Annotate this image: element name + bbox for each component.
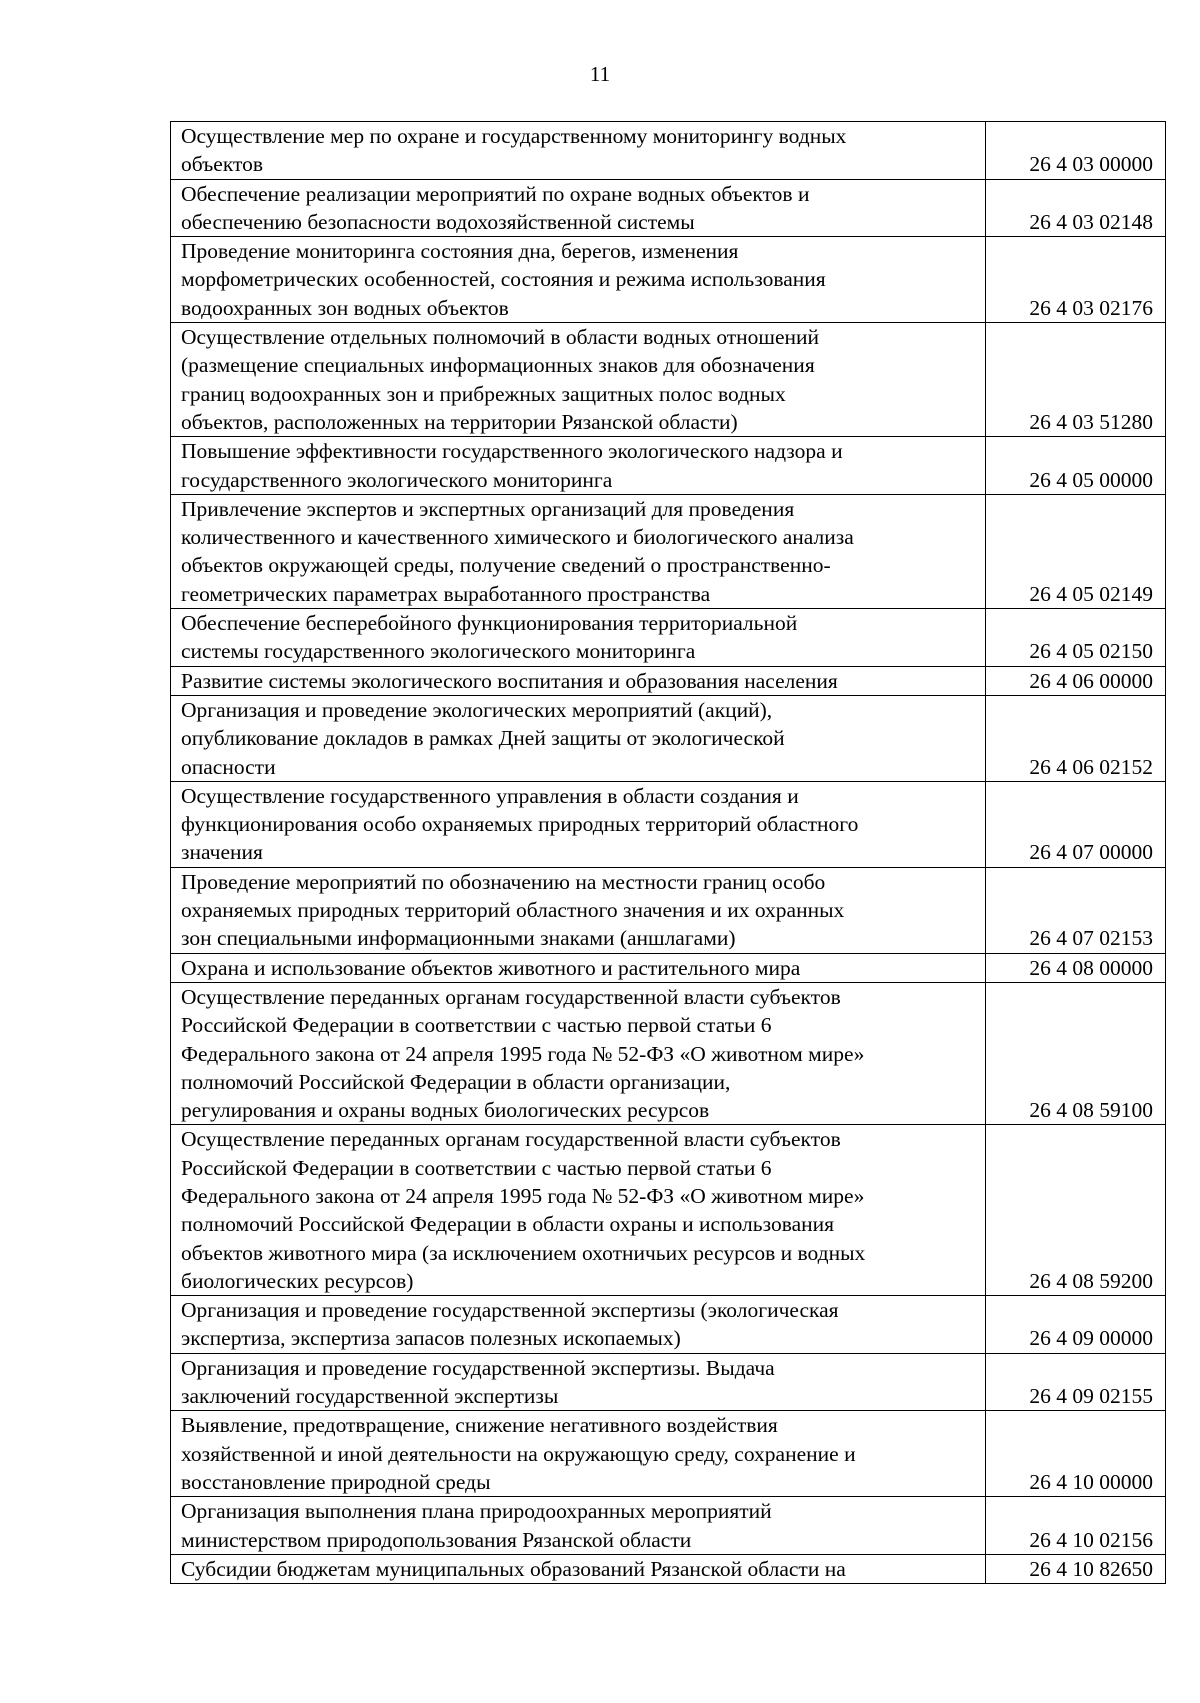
row-code: 26 4 05 00000 xyxy=(986,437,1166,495)
row-code: 26 4 06 00000 xyxy=(986,666,1166,695)
description-line: Федерального закона от 24 апреля 1995 года № 52-ФЗ «О животном мире» xyxy=(181,1183,865,1208)
description-line: Привлечение экспертов и экспертных организаций для проведения xyxy=(181,496,795,521)
row-code: 26 4 03 51280 xyxy=(986,323,1166,437)
row-description xyxy=(171,1554,986,1583)
row-code: 26 4 09 02155 xyxy=(986,1353,1166,1411)
description-line: морфометрических особенностей, состояния и режима использования xyxy=(181,267,826,292)
description-line: обеспечению безопасности водохозяйственной системы xyxy=(181,209,695,234)
row-code: 26 4 07 00000 xyxy=(986,781,1166,867)
row-description xyxy=(171,695,986,781)
table-row xyxy=(171,781,1166,867)
row-code: 26 4 03 02176 xyxy=(986,237,1166,323)
table-row xyxy=(171,1411,1166,1497)
table-row xyxy=(171,953,1166,982)
description-line: опасности xyxy=(181,754,276,779)
description-line: Осуществление отдельных полномочий в области водных отношений xyxy=(181,325,820,350)
description-line: водоохранных зон водных объектов xyxy=(181,295,509,320)
description-line: Повышение эффективности государственного экологического надзора и xyxy=(181,439,843,464)
description-line: биологических ресурсов) xyxy=(181,1268,414,1293)
row-description xyxy=(171,179,986,237)
description-line: Организация выполнения плана природоохранных мероприятий xyxy=(181,1499,772,1524)
table-row xyxy=(171,666,1166,695)
description-line: Развитие системы экологического воспитания и образования населения xyxy=(181,668,838,693)
description-line: количественного и качественного химического и биологического анализа xyxy=(181,525,854,550)
description-line: зон специальными информационными знаками (аншлагами) xyxy=(181,926,736,951)
table-row xyxy=(171,323,1166,437)
description-line: Российской Федерации в соответствии с частью первой статьи 6 xyxy=(181,1013,772,1038)
row-code: 26 4 10 00000 xyxy=(986,1411,1166,1497)
row-description xyxy=(171,1497,986,1555)
row-description xyxy=(171,982,986,1124)
table-row xyxy=(171,122,1166,180)
row-code: 26 4 05 02150 xyxy=(986,609,1166,667)
table-row xyxy=(171,179,1166,237)
description-line: Субсидии бюджетам муниципальных образований Рязанской области на xyxy=(181,1556,846,1581)
description-line: Организация и проведение государственной экспертизы. Выдача xyxy=(181,1355,775,1380)
row-code: 26 4 03 02148 xyxy=(986,179,1166,237)
row-code: 26 4 08 00000 xyxy=(986,953,1166,982)
page-number: 11 xyxy=(589,62,611,86)
description-line: Федерального закона от 24 апреля 1995 года № 52-ФЗ «О животном мире» xyxy=(181,1041,865,1066)
description-line: Осуществление переданных органам государственной власти субъектов xyxy=(181,984,841,1009)
row-description xyxy=(171,666,986,695)
row-code: 26 4 10 82650 xyxy=(986,1554,1166,1583)
row-code: 26 4 07 02153 xyxy=(986,867,1166,953)
description-line: объектов окружающей среды, получение сведений о пространственно- xyxy=(181,553,831,578)
description-line: Выявление, предотвращение, снижение негативного воздействия xyxy=(181,1413,778,1438)
budget-codes-table xyxy=(170,121,1166,1584)
table-row xyxy=(171,609,1166,667)
table-row xyxy=(171,437,1166,495)
row-description xyxy=(171,781,986,867)
table-row xyxy=(171,1497,1166,1555)
description-line: экспертиза, экспертиза запасов полезных ископаемых) xyxy=(181,1326,681,1351)
table-row xyxy=(171,982,1166,1124)
description-line: Организация и проведение экологических мероприятий (акций), xyxy=(181,697,773,722)
description-line: регулирования и охраны водных биологических ресурсов xyxy=(181,1098,710,1123)
description-line: полномочий Российской Федерации в области охраны и использования xyxy=(181,1212,835,1237)
description-line: Организация и проведение государственной экспертизы (экологическая xyxy=(181,1298,839,1323)
description-line: Осуществление государственного управления в области создания и xyxy=(181,783,799,808)
description-line: Проведение мероприятий по обозначению на местности границ особо xyxy=(181,869,826,894)
description-line: системы государственного экологического мониторинга xyxy=(181,639,696,664)
description-line: Осуществление мер по охране и государственному мониторингу водных xyxy=(181,124,847,148)
row-code: 26 4 08 59200 xyxy=(986,1125,1166,1296)
description-line: границ водоохранных зон и прибрежных защитных полос водных xyxy=(181,381,786,406)
table-row xyxy=(171,1296,1166,1354)
table-row xyxy=(171,1353,1166,1411)
row-description xyxy=(171,494,986,608)
row-description xyxy=(171,122,986,180)
description-line: полномочий Российской Федерации в области организации, xyxy=(181,1069,731,1094)
row-description xyxy=(171,437,986,495)
description-line: объектов xyxy=(181,152,263,177)
description-line: (размещение специальных информационных знаков для обозначения xyxy=(181,353,815,378)
table-row xyxy=(171,1125,1166,1296)
description-line: восстановление природной среды xyxy=(181,1469,491,1494)
description-line: Обеспечение реализации мероприятий по охране водных объектов и xyxy=(181,181,810,206)
description-line: Охрана и использование объектов животного и растительного мира xyxy=(181,955,801,980)
row-code: 26 4 05 02149 xyxy=(986,494,1166,608)
table-row xyxy=(171,867,1166,953)
table-row xyxy=(171,1554,1166,1583)
description-line: значения xyxy=(181,840,263,865)
description-line: опубликование докладов в рамках Дней защиты от экологической xyxy=(181,726,785,751)
row-code: 26 4 06 02152 xyxy=(986,695,1166,781)
row-description xyxy=(171,1353,986,1411)
description-line: министерством природопользования Рязанской области xyxy=(181,1527,692,1552)
description-line: геометрических параметрах выработанного пространства xyxy=(181,581,711,606)
table-body xyxy=(171,122,1166,1584)
description-line: объектов животного мира (за исключением охотничьих ресурсов и водных xyxy=(181,1240,866,1265)
description-line: государственного экологического мониторинга xyxy=(181,467,613,492)
row-description xyxy=(171,1411,986,1497)
row-code: 26 4 03 00000 xyxy=(986,122,1166,180)
row-description xyxy=(171,867,986,953)
row-code: 26 4 08 59100 xyxy=(986,982,1166,1124)
description-line: Осуществление переданных органам государственной власти субъектов xyxy=(181,1127,841,1152)
description-line: Проведение мониторинга состояния дна, берегов, изменения xyxy=(181,239,739,264)
row-description xyxy=(171,323,986,437)
description-line: объектов, расположенных на территории Рязанской области) xyxy=(181,409,738,434)
description-line: функционирования особо охраняемых природных территорий областного xyxy=(181,812,859,837)
description-line: Российской Федерации в соответствии с частью первой статьи 6 xyxy=(181,1155,772,1180)
table-row xyxy=(171,494,1166,608)
row-code: 26 4 10 02156 xyxy=(986,1497,1166,1555)
row-code: 26 4 09 00000 xyxy=(986,1296,1166,1354)
description-line: Обеспечение бесперебойного функционирования территориальной xyxy=(181,611,798,636)
description-line: заключений государственной экспертизы xyxy=(181,1384,559,1409)
row-description xyxy=(171,953,986,982)
table-row xyxy=(171,695,1166,781)
table-row xyxy=(171,237,1166,323)
row-description xyxy=(171,1296,986,1354)
row-description xyxy=(171,1125,986,1296)
description-line: хозяйственной и иной деятельности на окружающую среду, сохранение и xyxy=(181,1441,856,1466)
row-description xyxy=(171,609,986,667)
row-description xyxy=(171,237,986,323)
description-line: охраняемых природных территорий областного значения и их охранных xyxy=(181,898,845,923)
